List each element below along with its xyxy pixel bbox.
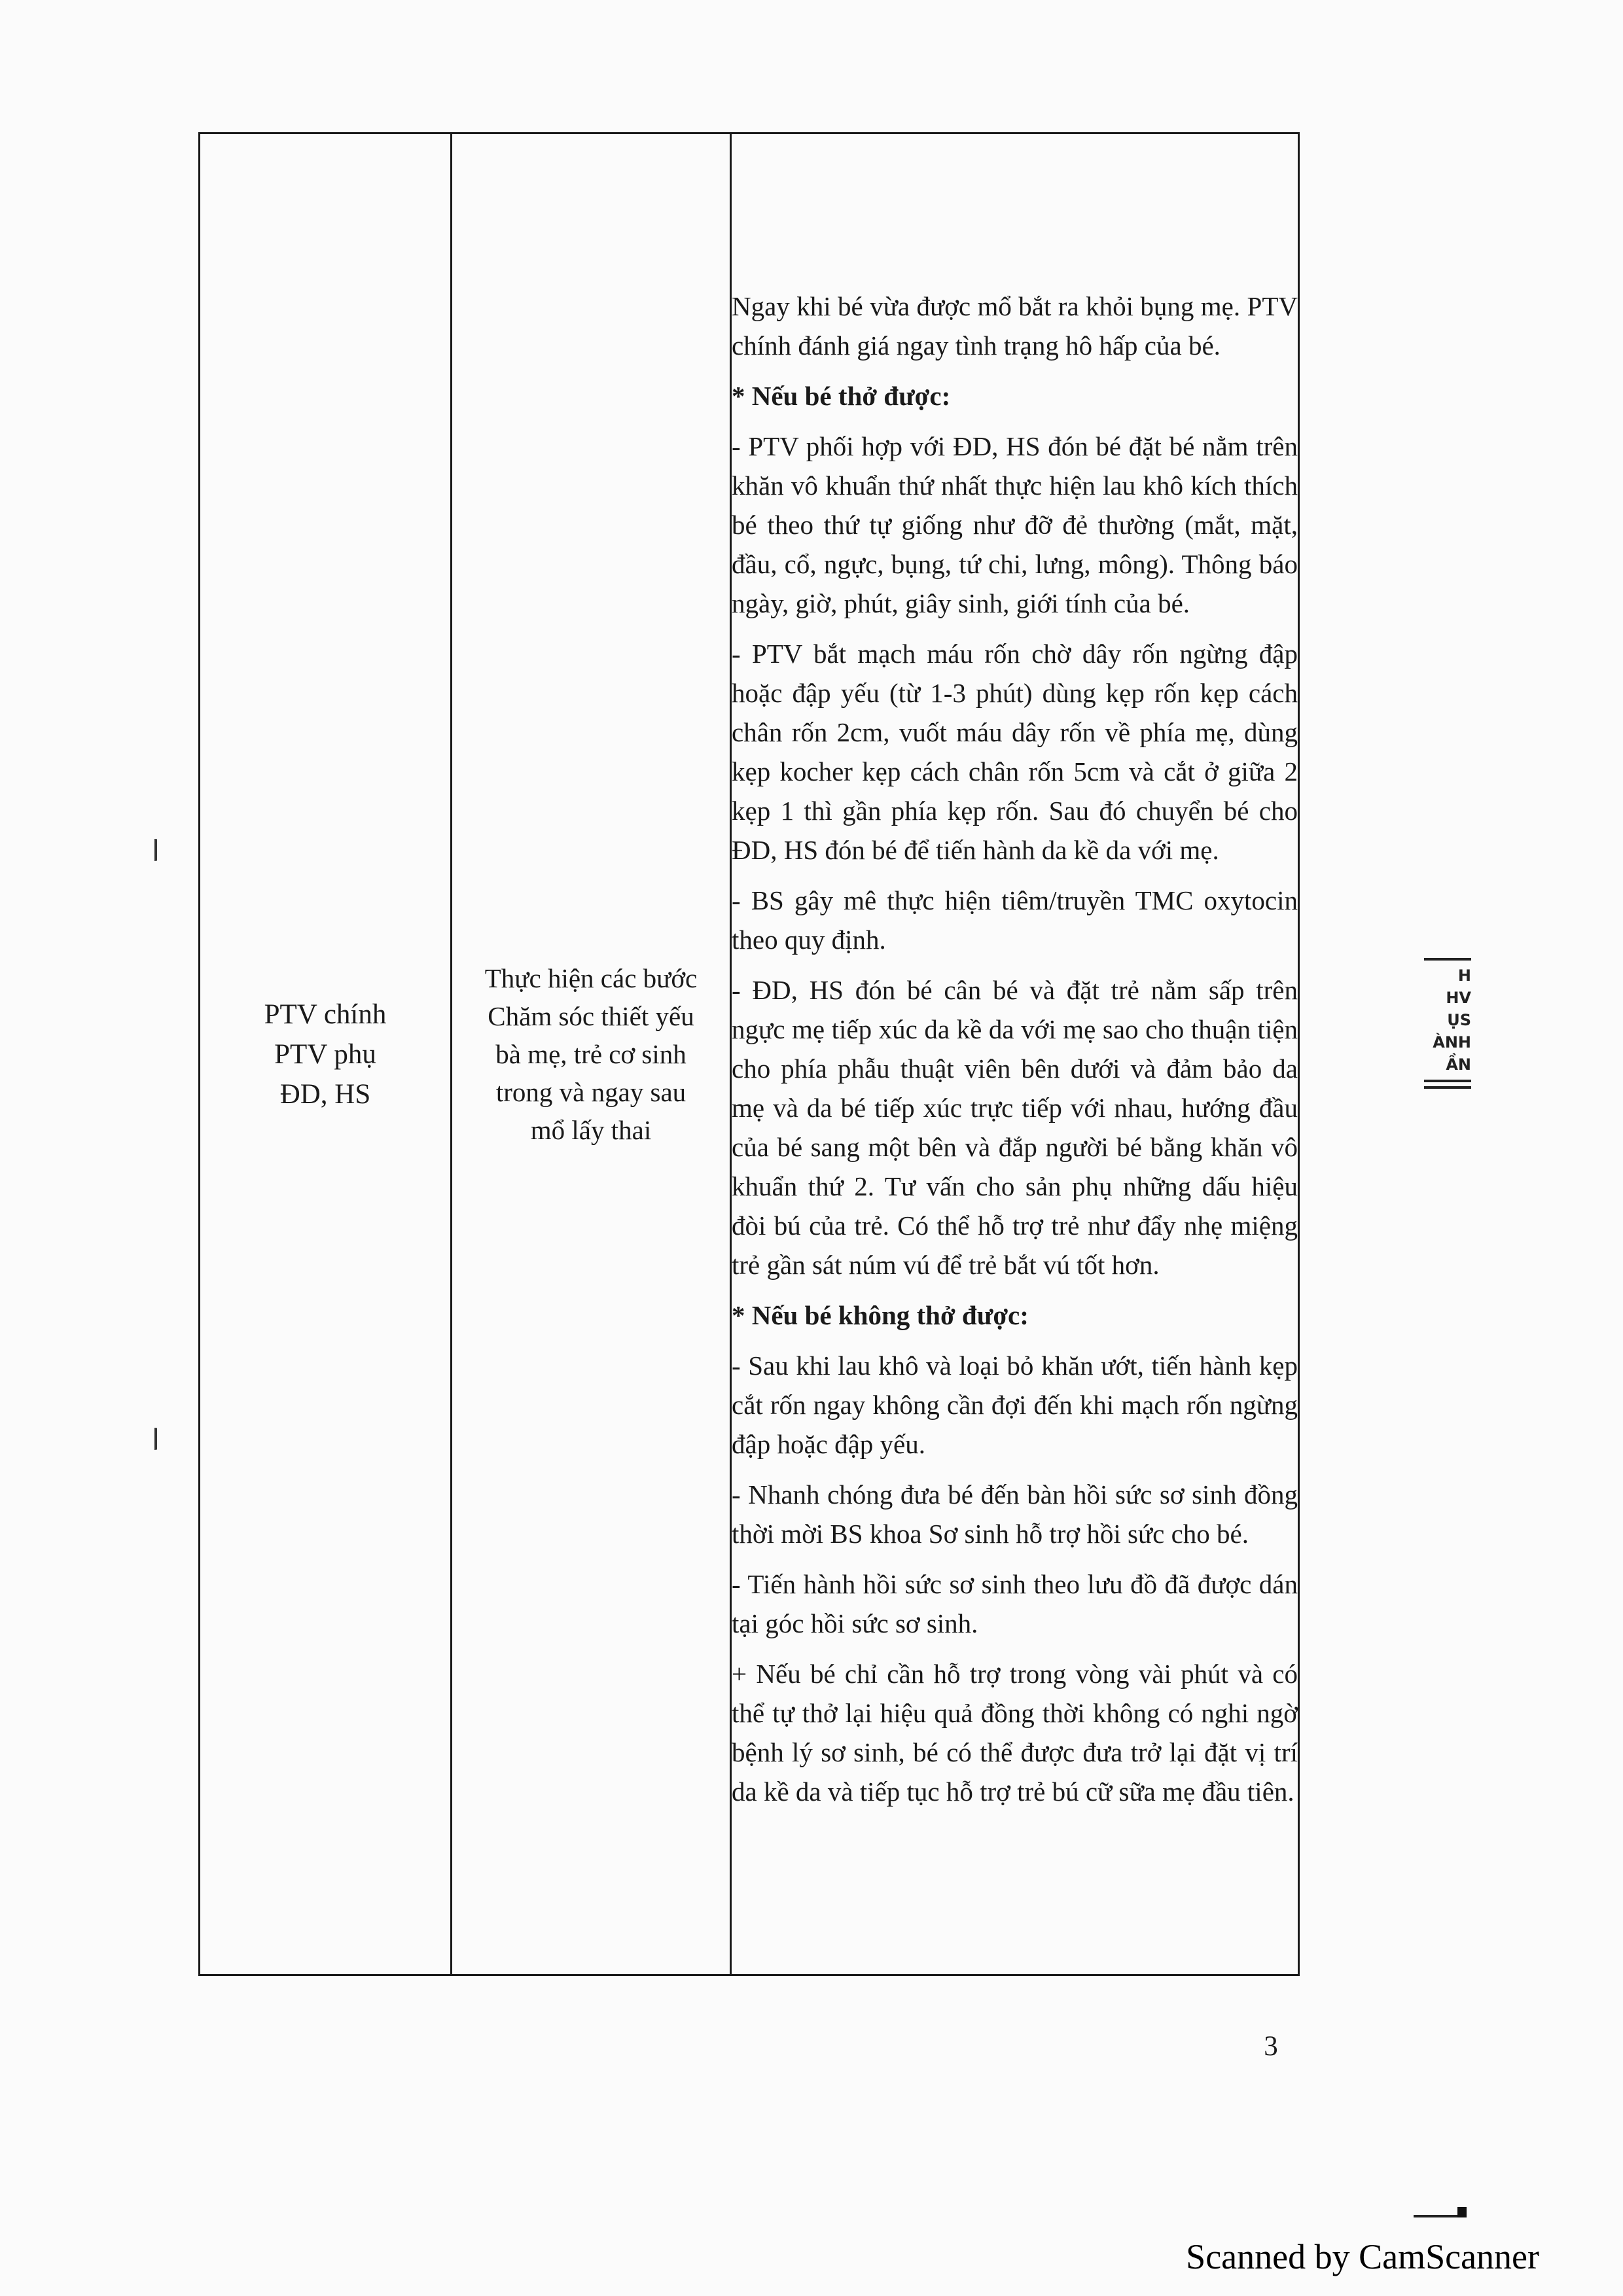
side-stamp <box>1424 954 1471 1196</box>
stamp-text: ẦN <box>1446 1055 1471 1074</box>
section-heading-not-breathing: * Nếu bé không thở được: <box>732 1299 1029 1330</box>
task-line: bà mẹ, trẻ cơ sinh <box>495 1039 687 1069</box>
task-line: Chăm sóc thiết yếu <box>488 1001 694 1031</box>
task-line: mổ lấy thai <box>530 1115 652 1145</box>
role-line: PTV chính <box>264 998 387 1030</box>
detail-paragraph: - BS gây mê thực hiện tiêm/truyền TMC oxytocin theo quy định. <box>732 885 1298 955</box>
detail-paragraph: + Nếu bé chỉ cần hỗ trợ trong vòng vài phút và có thể tự thở lại hiệu quả đồng thời không có nghi ngờ bệnh lý sơ sinh, bé có thể được đưa trở lại đặt vị trí da kề da và tiếp tục hỗ trợ trẻ bú cữ sữa mẹ đầu tiên. <box>732 1658 1298 1807</box>
detail-paragraph: - Nhanh chóng đưa bé đến bàn hồi sức sơ sinh đồng thời mời BS khoa Sơ sinh hỗ trợ hồi sức cho bé. <box>732 1479 1298 1549</box>
corner-scan-dot <box>1457 2207 1467 2217</box>
procedure-table <box>198 132 1300 1976</box>
section-heading-breathing: * Nếu bé thở được: <box>732 380 951 411</box>
detail-paragraph: - Sau khi lau khô và loại bỏ khăn ướt, tiến hành kẹp cắt rốn ngay không cần đợi đến khi mạch rốn ngừng đập hoặc đập yếu. <box>732 1350 1298 1459</box>
binding-hole-mark <box>154 839 165 861</box>
detail-paragraph: - PTV bắt mạch máu rốn chờ dây rốn ngừng đập hoặc đập yếu (từ 1-3 phút) dùng kẹp rốn kẹp cách chân rốn 2cm, vuốt máu dây rốn về phía mẹ, dùng kẹp kocher kẹp cách chân rốn 5cm và cắt ở giữa 2 kẹp 1 thì gần phía kẹp rốn. Sau đó chuyển bé cho ĐD, HS đón bé để tiến hành da kề da với mẹ. <box>732 638 1298 865</box>
role-line: PTV phụ <box>274 1038 376 1070</box>
stamp-text: ỤS <box>1447 1011 1471 1029</box>
detail-paragraph: - Tiến hành hồi sức sơ sinh theo lưu đồ đã được dán tại góc hồi sức sơ sinh. <box>732 1568 1298 1638</box>
role-line: ĐD, HS <box>279 1078 371 1110</box>
task-cell <box>452 133 731 1975</box>
page-number: 3 <box>1264 2031 1278 2062</box>
detail-paragraph: - ĐD, HS đón bé cân bé và đặt trẻ nằm sấp trên ngực mẹ tiếp xúc da kề da với mẹ sao cho thuận tiện cho phía phẫu thuật viên bên dưới và đảm bảo da mẹ và da bé tiếp xúc trực tiếp với nhau, hướng đầu của bé sang một bên và đắp người bé bằng khăn vô khuẩn thứ 2. Tư vấn cho sản phụ những dấu hiệu đòi bú của trẻ. Có thể hỗ trợ trẻ như đẩy nhẹ miệng trẻ gần sát núm vú để trẻ bắt vú tốt hơn. <box>732 974 1298 1280</box>
stamp-text: ΗV <box>1446 989 1471 1007</box>
task-line: trong và ngay sau <box>495 1077 687 1107</box>
detail-paragraph: Ngay khi bé vừa được mổ bắt ra khỏi bụng mẹ. PTV chính đánh giá ngay tình trạng hô hấp của bé. <box>732 291 1298 361</box>
scanner-watermark: Scanned by CamScanner <box>1186 2237 1539 2276</box>
responsible-cell <box>200 133 452 1975</box>
binding-hole-mark <box>154 1428 165 1450</box>
detail-cell <box>731 133 1299 1975</box>
stamp-text: H <box>1457 966 1471 985</box>
task-line: Thực hiện các bước <box>484 963 698 993</box>
table-row <box>200 133 1299 1975</box>
detail-paragraph: - PTV phối hợp với ĐD, HS đón bé đặt bé nằm trên khăn vô khuẩn thứ nhất thực hiện lau khô kích thích bé theo thứ tự giống như đỡ đẻ thường (mắt, mặt, đầu, cổ, ngực, bụng, tứ chi, lưng, mông). Thông báo ngày, giờ, phút, giây sinh, giới tính của bé. <box>732 431 1298 618</box>
stamp-text: ÀNH <box>1433 1033 1471 1051</box>
